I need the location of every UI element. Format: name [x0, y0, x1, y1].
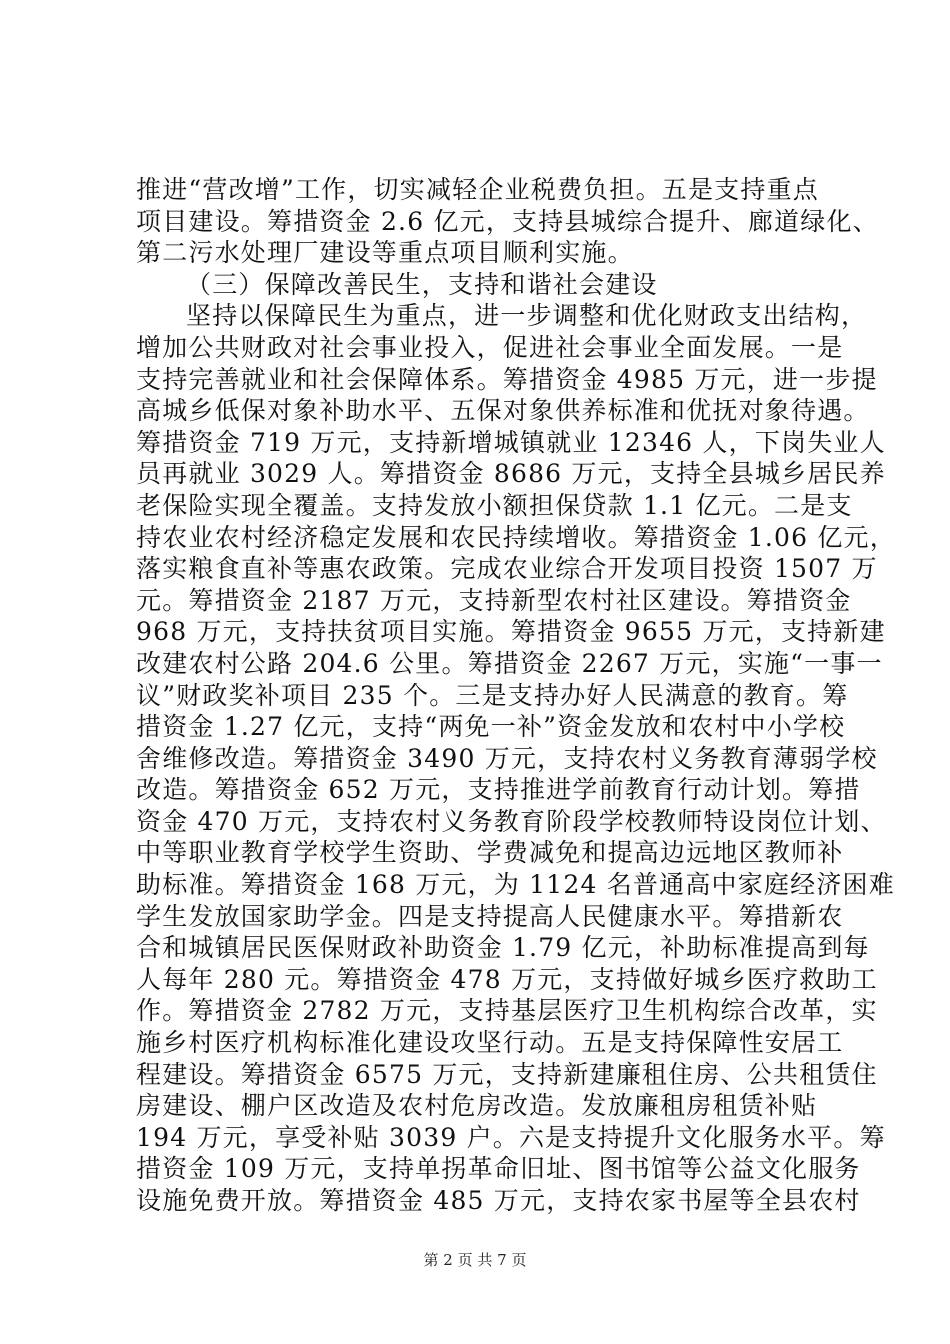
- text-line: 设施免费开放。筹措资金 485 万元，支持农家书屋等全县农村: [136, 1186, 861, 1215]
- text-line: 增加公共财政对社会事业投入，促进社会事业全面发展。一是: [136, 332, 844, 362]
- text-line: 改造。筹措资金 652 万元，支持推进学前教育行动计划。筹措: [136, 775, 861, 805]
- text-line: 持农业农村经济稳定发展和农民持续增收。筹措资金 1.06 亿元，: [136, 522, 896, 552]
- text-line: 支持完善就业和社会保障体系。筹措资金 4985 万元，进一步提: [136, 364, 878, 394]
- text-line: 筹措资金 719 万元，支持新增城镇就业 12346 人，下岗失业人: [136, 427, 886, 457]
- text-line: 老保险实现全覆盖。支持发放小额担保贷款 1.1 亿元。二是支: [136, 490, 853, 520]
- text-line: 措资金 1.27 亿元，支持“两免一补”资金发放和农村中小学校: [136, 712, 846, 742]
- document-body: [136, 174, 896, 1217]
- text-line: 施乡村医疗机构标准化建设攻坚行动。五是支持保障性安居工: [136, 1028, 844, 1058]
- text-line: 措资金 109 万元，支持单拐革命旧址、图书馆等公益文化服务: [136, 1154, 861, 1184]
- text-line: 学生发放国家助学金。四是支持提高人民健康水平。筹措新农: [136, 901, 844, 931]
- text-line: 合和城镇居民医保财政补助资金 1.79 亿元，补助标准提高到每: [136, 933, 870, 963]
- text-line: 高城乡低保对象补助水平、五保对象供养标准和优抚对象待遇。: [136, 396, 870, 426]
- text-line: 项目建设。筹措资金 2.6 亿元，支持县城综合提升、廊道绿化、: [136, 206, 879, 236]
- text-line: 作。筹措资金 2782 万元，支持基层医疗卫生机构综合改革，实: [136, 996, 878, 1026]
- text-line: 员再就业 3029 人。筹措资金 8686 万元，支持全县城乡居民养: [136, 459, 886, 489]
- text-line: 落实粮食直补等惠农政策。完成农业综合开发项目投资 1507 万: [136, 554, 878, 584]
- text-line: 程建设。筹措资金 6575 万元，支持新建廉租住房、公共租赁住: [136, 1059, 878, 1089]
- text-line: 中等职业教育学校学生资助、学费减免和提高边远地区教师补: [136, 838, 844, 868]
- text-line: 968 万元，支持扶贫项目实施。筹措资金 9655 万元，支持新建: [136, 617, 886, 647]
- text-line: 人每年 280 元。筹措资金 478 万元，支持做好城乡医疗救助工: [136, 964, 878, 994]
- text-line: 194 万元，享受补贴 3039 户。六是支持提升文化服务水平。筹: [136, 1122, 886, 1152]
- text-line: 推进“营改增”工作，切实减轻企业税费负担。五是支持重点: [136, 175, 819, 204]
- text-line: 坚持以保障民生为重点，进一步调整和优化财政支出结构，: [186, 301, 868, 331]
- text-line: 助标准。筹措资金 168 万元，为 1124 名普通高中家庭经济困难: [136, 870, 895, 900]
- text-line: 元。筹措资金 2187 万元，支持新型农村社区建设。筹措资金: [136, 585, 852, 615]
- text-line: 第二污水处理厂建设等重点项目顺利实施。: [136, 238, 634, 268]
- text-line: 议”财政奖补项目 235 个。三是支持办好人民满意的教育。筹: [136, 680, 849, 710]
- section-heading: （三）保障改善民生，支持和谐社会建设: [186, 269, 658, 299]
- page-number-footer: 第 2 页 共 7 页: [423, 1251, 527, 1269]
- text-line: 房建设、棚户区改造及农村危房改造。发放廉租房租赁补贴: [136, 1091, 818, 1121]
- text-line: 舍维修改造。筹措资金 3490 万元，支持农村义务教育薄弱学校: [136, 743, 878, 773]
- text-line: 资金 470 万元，支持农村义务教育阶段学校教师特设岗位计划、: [136, 806, 887, 836]
- text-line: 改建农村公路 204.6 公里。筹措资金 2267 万元，实施“一事一: [136, 648, 883, 678]
